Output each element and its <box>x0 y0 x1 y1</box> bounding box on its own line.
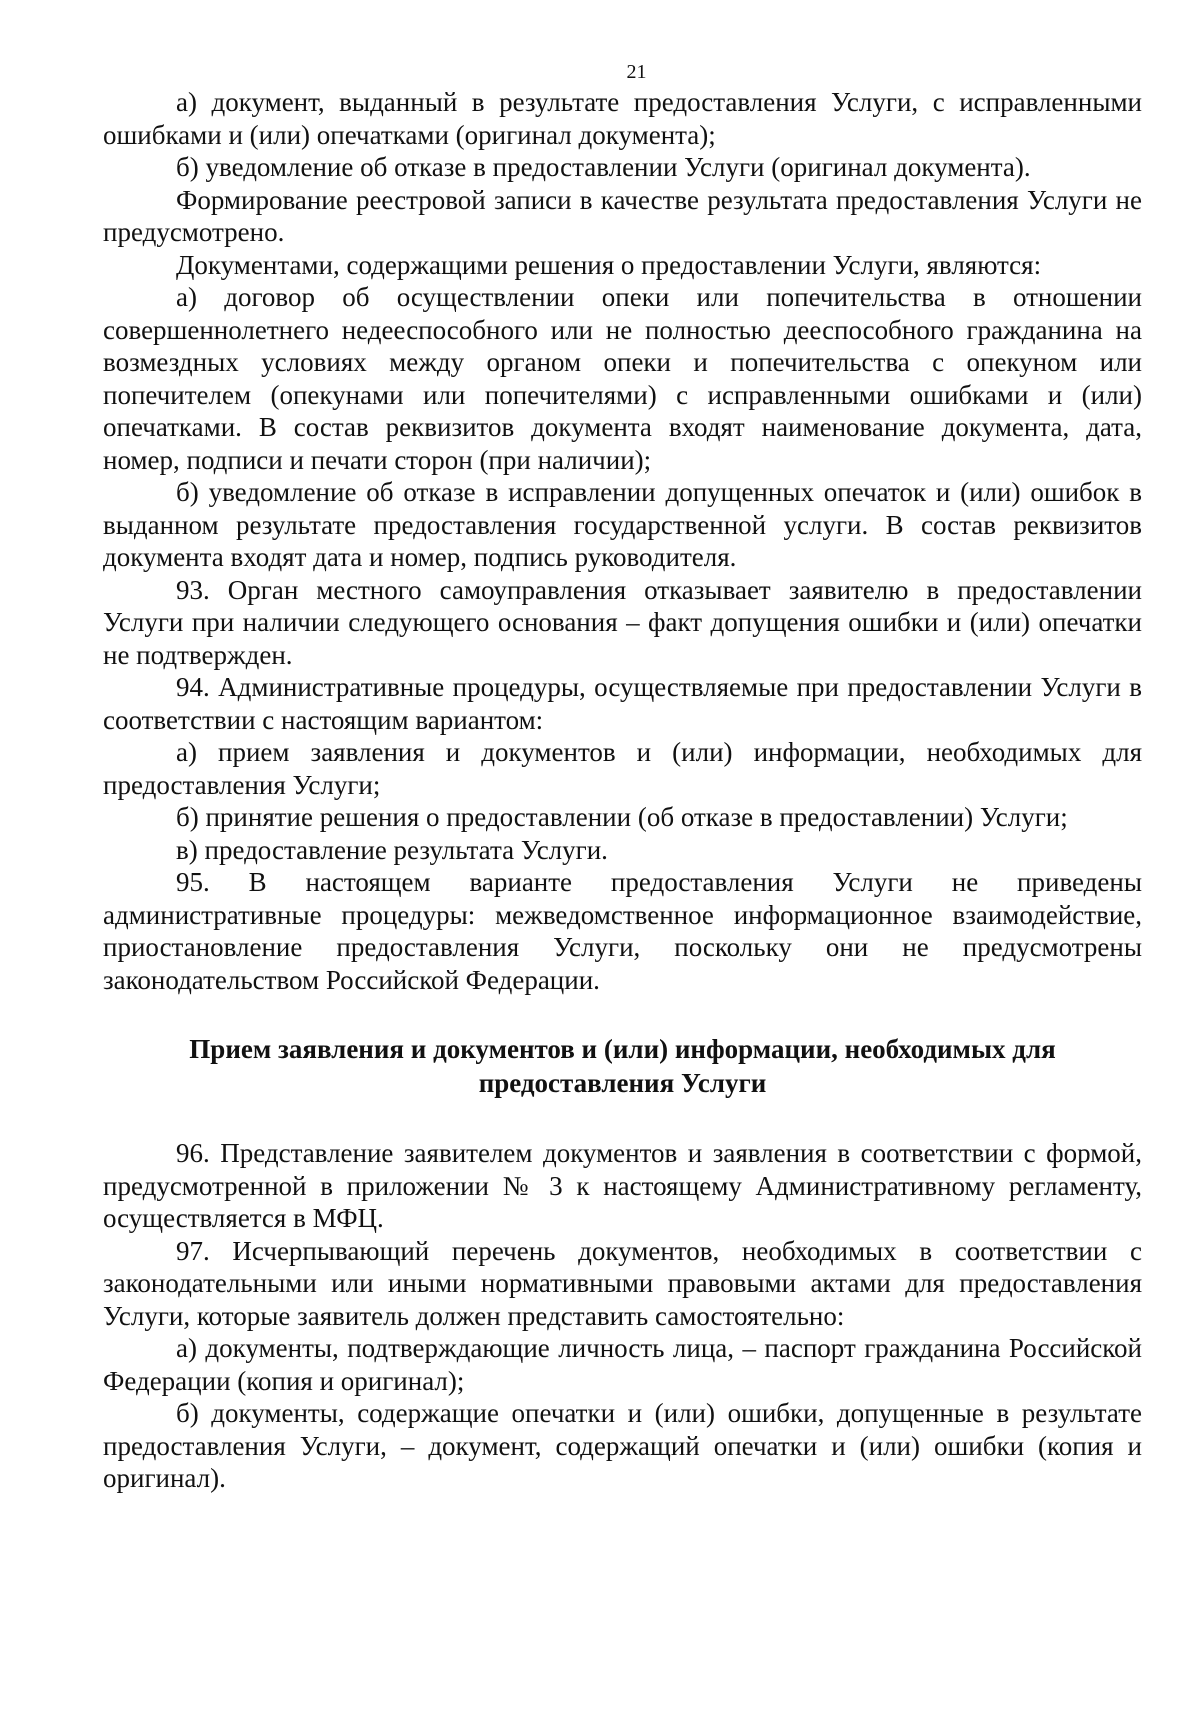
paragraph: б) уведомление об отказе в предоставлении Услуги (оригинал документа). <box>176 152 1031 182</box>
paragraph: б) документы, содержащие опечатки и (или) ошибки, допущенные в результате предоставления Услуги, – документ, содержащий опечатки и (или) ошибки (копия и оригинал). <box>103 1398 1142 1493</box>
section-heading: Прием заявления и документов и (или) информации, необходимых для предоставления Услуги <box>189 1034 1056 1098</box>
paragraph: б) уведомление об отказе в исправлении допущенных опечаток и (или) ошибок в выданном результате предоставления государственной услуги. В состав реквизитов документа входят дата и номер, подпись руководителя. <box>103 477 1142 572</box>
paragraph-item-93: 93. Орган местного самоуправления отказывает заявителю в предоставлении Услуги при наличии следующего основания – факт допущения ошибки и (или) опечатки не подтвержден. <box>103 574 1142 670</box>
paragraph: Формирование реестровой записи в качестве результата предоставления Услуги не предусмотрено. <box>103 184 1142 247</box>
paragraph-item-94: 94. Административные процедуры, осуществляемые при предоставлении Услуги в соответствии с настоящим вариантом: <box>103 672 1142 735</box>
paragraph: б) принятие решения о предоставлении (об отказе в предоставлении) Услуги; <box>176 802 1068 832</box>
paragraph: а) прием заявления и документов и (или) информации, необходимых для предоставления Услуги; <box>103 737 1142 800</box>
paragraph: в) предоставление результата Услуги. <box>176 834 608 865</box>
paragraph: а) документ, выданный в результате предоставления Услуги, с исправленными ошибками и (или) опечатками (оригинал документа); <box>103 87 1142 150</box>
paragraph-item-97: 97. Исчерпывающий перечень документов, необходимых в соответствии с законодательными или иными нормативными правовыми актами для предоставления Услуги, которые заявитель должен представить самостоятельно: <box>103 1235 1142 1331</box>
paragraph-item-95: 95. В настоящем варианте предоставления Услуги не приведены административные процедуры: межведомственное информационное взаимодействие, приостановление предоставления Услуги, поскольку они не предусмотрены законодательством Российской Федерации. <box>103 867 1142 995</box>
text-block-after-heading <box>103 1137 1142 1495</box>
page-number: 21 <box>626 61 647 83</box>
paragraph: Документами, содержащими решения о предоставлении Услуги, являются: <box>176 249 1042 280</box>
paragraph: а) договор об осуществлении опеки или попечительства в отношении совершеннолетнего недееспособного или не полностью дееспособного гражданина на возмездных условиях между органом опеки и попечительства с опекуном или попечителем (опекунами или попечителями) с исправленными ошибками и (или) опечатками. В состав реквизитов документа входят наименование документа, дата, номер, подписи и печати сторон (при наличии); <box>103 282 1142 475</box>
paragraph: а) документы, подтверждающие личность лица, – паспорт гражданина Российской Федерации (копия и оригинал); <box>103 1333 1142 1396</box>
text-block-before-heading <box>103 86 1142 996</box>
paragraph-item-96: 96. Представление заявителем документов и заявления в соответствии с формой, предусмотренной в приложении № 3 к настоящему Административному регламенту, осуществляется в МФЦ. <box>103 1138 1142 1233</box>
